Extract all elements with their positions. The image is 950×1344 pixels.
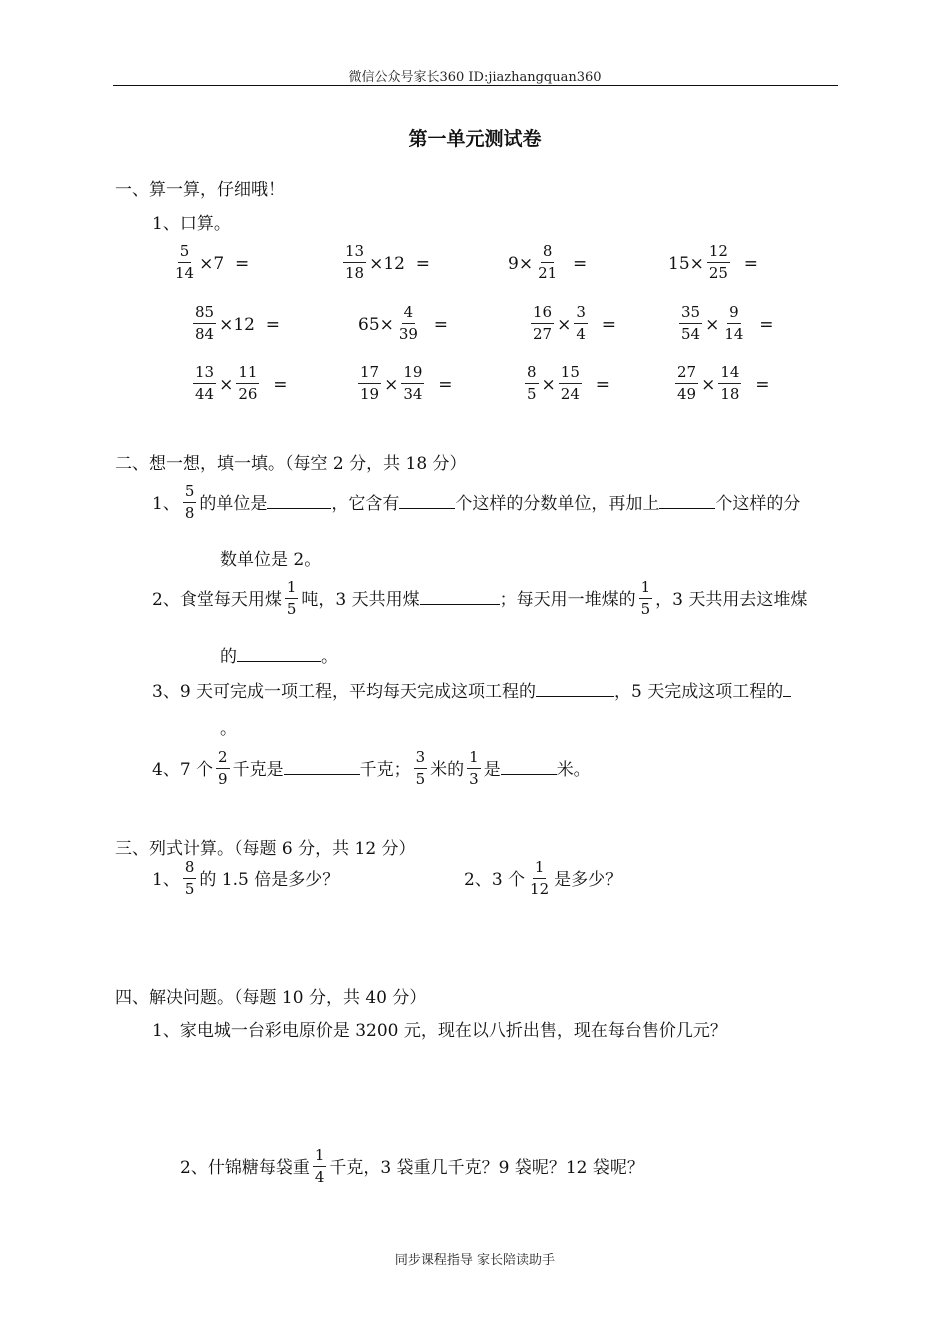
fraction: $\frac{19}{34}$ [403,363,423,403]
question-2-3-cont: 。 [220,719,237,739]
fraction: $\frac{4}{39}$ [398,303,418,343]
answer-blank [237,645,321,662]
fraction: $\frac{27}{49}$ [677,363,697,403]
question-2-2: 2、食堂每天用煤 $\frac{1}{5}$ 吨，3 天共用煤 ；每天用一堆煤的 $\frac{1}{5}$ ，3 天共用去这堆煤 [152,578,808,618]
fraction: $\frac{14}{18}$ [720,363,740,403]
question-2-1: 1、 $\frac{5}{8}$ 的单位是 ，它含有 个这样的分数单位，再加上 个这样的分 [152,482,801,522]
calc-r1-4: 15× $\frac{12}{25}$ = [668,242,759,282]
calc-r1-2: $\frac{13}{18}$ ×12 = [345,242,431,282]
question-3-1: 1、 $\frac{8}{5}$ 的 1.5 倍是多少？ [152,858,340,898]
answer-blank [267,492,331,509]
fraction: $\frac{1}{5}$ [286,578,297,618]
question-4-1: 1、家电城一台彩电原价是 3200 元，现在以八折出售，现在每台售价几元？ [152,1021,727,1041]
fraction: $\frac{8}{21}$ [538,242,558,282]
calc-r2-2: 65× $\frac{4}{39}$ = [358,303,449,343]
fraction: $\frac{8}{5}$ [184,858,195,898]
calc-r3-1: $\frac{13}{44}$ × $\frac{11}{26}$ = [195,363,288,403]
fraction: $\frac{85}{84}$ [195,303,215,343]
fraction: $\frac{13}{18}$ [345,242,365,282]
page-footer: 同步课程指导 家长陪读助手 [394,1253,556,1268]
fraction: $\frac{3}{5}$ [415,748,426,788]
fraction: $\frac{1}{4}$ [314,1146,325,1186]
question-2-3: 3、9 天可完成一项工程，平均每天完成这项工程的 ，5 天完成这项工程的 [152,677,791,702]
fraction: $\frac{12}{25}$ [708,242,728,282]
fraction: $\frac{5}{8}$ [184,482,195,522]
fraction: $\frac{15}{24}$ [560,363,580,403]
section4-heading: 四、解决问题。（每题 10 分，共 40 分） [115,988,427,1008]
section3-heading: 三、列式计算。（每题 6 分，共 12 分） [115,839,416,859]
section1-heading: 一、算一算，仔细哦！ [115,180,285,200]
fraction: $\frac{9}{14}$ [724,303,744,343]
question-2-1-cont: 数单位是 2。 [220,550,322,570]
calc-r1-1: $\frac{5}{14}$ ×7 = [175,242,250,282]
answer-blank [783,680,791,697]
answer-blank [659,492,715,509]
fraction: $\frac{13}{44}$ [195,363,215,403]
calc-r3-2: $\frac{17}{19}$ × $\frac{19}{34}$ = [360,363,453,403]
calc-r3-3: $\frac{8}{5}$ × $\frac{15}{24}$ = [527,363,610,403]
fraction: $\frac{8}{5}$ [527,363,537,403]
fraction: $\frac{17}{19}$ [360,363,380,403]
question-3-2: 2、3 个 $\frac{1}{12}$ 是多少？ [464,858,623,898]
question-2-4: 4、7 个 $\frac{2}{9}$ 千克是 千克； $\frac{3}{5}$ 米的 $\frac{1}{3}$ 是 米。 [152,748,591,788]
header-rule [113,85,838,86]
calc-r2-1: $\frac{85}{84}$ ×12 = [195,303,281,343]
answer-blank [284,758,360,775]
section1-subheading: 1、口算。 [152,214,231,234]
question-2-2-cont: 的 。 [220,647,338,667]
section2-heading: 二、想一想，填一填。（每空 2 分，共 18 分） [115,454,467,474]
question-4-2: 2、什锦糖每袋重 $\frac{1}{4}$ 千克，3 袋重几千克？9 袋呢？12 袋呢？ [180,1146,644,1186]
calc-r1-3: 9× $\frac{8}{21}$ = [508,242,588,282]
fraction: $\frac{1}{12}$ [530,858,550,898]
answer-blank [399,492,455,509]
answer-blank [536,680,614,697]
answer-blank [420,588,500,605]
calc-r2-4: $\frac{35}{54}$ × $\frac{9}{14}$ = [681,303,774,343]
answer-blank [501,758,557,775]
calc-r3-4: $\frac{27}{49}$ × $\frac{14}{18}$ = [677,363,770,403]
fraction: $\frac{5}{14}$ [175,242,195,282]
fraction: $\frac{1}{3}$ [469,748,479,788]
fraction: $\frac{2}{9}$ [218,748,228,788]
page-title: 第一单元测试卷 [408,128,542,150]
page-header: 微信公众号家长360 ID:jiazhangquan360 [348,70,602,85]
fraction: $\frac{1}{5}$ [640,578,651,618]
calc-r2-3: $\frac{16}{27}$ × $\frac{3}{4}$ = [533,303,616,343]
fraction: $\frac{11}{26}$ [238,363,258,403]
fraction: $\frac{35}{54}$ [681,303,701,343]
fraction: $\frac{3}{4}$ [576,303,586,343]
fraction: $\frac{16}{27}$ [533,303,553,343]
